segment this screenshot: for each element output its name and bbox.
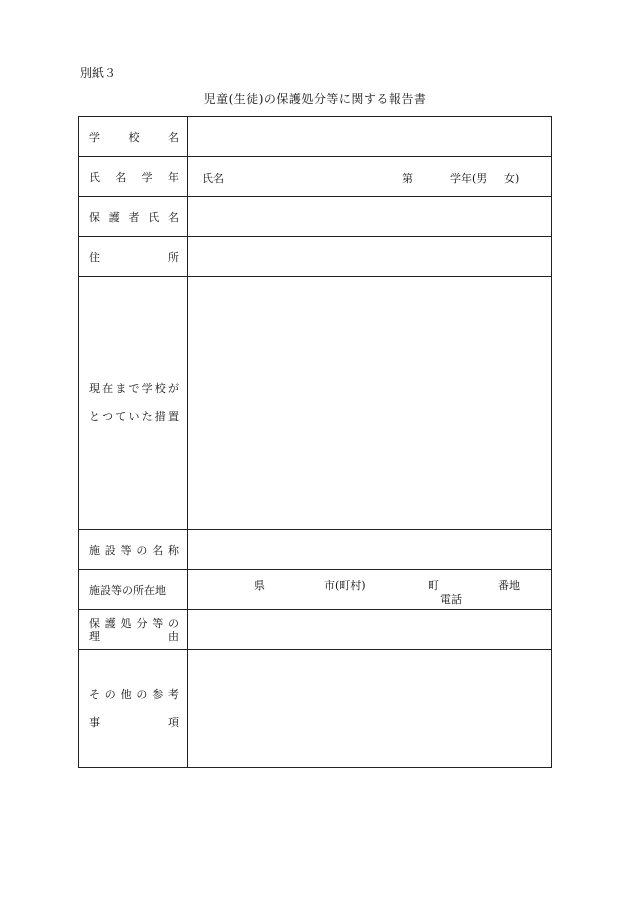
label-char: 護 xyxy=(108,210,120,224)
label-char: 参 xyxy=(152,687,164,701)
row-guardian xyxy=(79,197,552,237)
label-other-notes xyxy=(79,650,188,768)
grade-prefix: 第 xyxy=(402,171,413,185)
label-char: 由 xyxy=(168,629,179,643)
field-student-name-grade[interactable] xyxy=(188,157,552,197)
field-other-notes[interactable] xyxy=(188,650,552,768)
label-school-measures xyxy=(79,277,188,530)
appendix-label: 別紙３ xyxy=(80,66,117,80)
label-char: た xyxy=(141,410,153,423)
label-char: 学 xyxy=(141,170,153,184)
field-facility-name[interactable] xyxy=(188,530,552,570)
label-char: 処 xyxy=(120,616,132,630)
label-char: で xyxy=(128,382,140,395)
label-char: 学 xyxy=(141,382,153,395)
label-school-name xyxy=(79,117,188,157)
label-char: 学 xyxy=(89,130,100,144)
label-char: 保 xyxy=(89,616,100,630)
label-char: 名 xyxy=(152,543,164,557)
label-char: の xyxy=(136,543,148,557)
label-char: 措 xyxy=(154,410,166,423)
gender-female: 女) xyxy=(504,171,520,185)
label-char: 等 xyxy=(152,616,164,630)
label-char: つ xyxy=(102,410,114,423)
label-char: 護 xyxy=(104,616,116,630)
label-char: と xyxy=(89,410,100,423)
report-form-table xyxy=(78,116,552,768)
label-char: 他 xyxy=(120,687,132,701)
label-char: 考 xyxy=(167,687,179,701)
label-char: 氏 xyxy=(89,170,100,184)
label-address xyxy=(79,237,188,277)
label-char: そ xyxy=(89,687,100,701)
document-title: 児童(生徒)の保護処分等に関する報告書 xyxy=(203,92,427,106)
label-char: 理 xyxy=(89,629,100,643)
field-facility-location[interactable] xyxy=(188,570,552,610)
row-address xyxy=(79,237,552,277)
label-char: 者 xyxy=(128,210,140,224)
label-char: 称 xyxy=(167,543,179,557)
prefecture-label: 県 xyxy=(254,578,265,592)
row-facility-location xyxy=(79,570,552,610)
town-label: 町 xyxy=(428,578,439,592)
label-student-name-grade xyxy=(79,157,188,197)
label-char: 年 xyxy=(167,170,179,184)
row-school-measures xyxy=(79,277,552,530)
label-char: 校 xyxy=(154,382,166,395)
label-char: 置 xyxy=(167,410,179,423)
grade-suffix: 学年(男 xyxy=(450,171,488,185)
label-char: て xyxy=(115,410,127,423)
field-protective-disposition-reason[interactable] xyxy=(188,610,552,650)
label-char: が xyxy=(167,382,179,395)
row-student xyxy=(79,157,552,197)
label-char: 保 xyxy=(89,210,100,224)
label-char: の xyxy=(167,616,179,630)
label-char: の xyxy=(104,687,116,701)
label-char: 在 xyxy=(102,382,114,395)
label-char: 施 xyxy=(89,543,100,557)
field-address[interactable] xyxy=(188,237,552,277)
label-char: ま xyxy=(115,382,127,395)
city-label: 市(町村) xyxy=(324,578,366,592)
label-char: 氏 xyxy=(148,210,160,224)
label-guardian-name xyxy=(79,197,188,237)
label-char: 項 xyxy=(168,715,179,729)
label-char: い xyxy=(128,410,140,423)
row-facility-name xyxy=(79,530,552,570)
label-char: 校 xyxy=(128,130,140,144)
label-facility-location xyxy=(79,570,188,610)
label-char: 事 xyxy=(89,715,100,729)
row-reason xyxy=(79,610,552,650)
label-char: 現 xyxy=(89,382,100,395)
name-prefix: 氏名 xyxy=(202,171,224,185)
field-guardian-name[interactable] xyxy=(188,197,552,237)
banchi-label: 番地 xyxy=(498,578,520,592)
label-char: 分 xyxy=(136,616,148,630)
label-protective-disposition-reason xyxy=(79,610,188,650)
field-school-measures[interactable] xyxy=(188,277,552,530)
label-char: の xyxy=(136,687,148,701)
label-char: 名 xyxy=(115,170,127,184)
label-char: 設 xyxy=(104,543,116,557)
label-char: 名 xyxy=(168,210,179,224)
field-school-name[interactable] xyxy=(188,117,552,157)
phone-label: 電話 xyxy=(440,592,462,606)
label-char: 所 xyxy=(168,250,179,264)
label-char: 名 xyxy=(168,130,179,144)
label-char: 住 xyxy=(89,250,100,264)
row-school-name xyxy=(79,117,552,157)
label-text: 施設等の所在地 xyxy=(89,583,166,597)
row-other-notes xyxy=(79,650,552,768)
label-char: 等 xyxy=(120,543,132,557)
label-facility-name xyxy=(79,530,188,570)
